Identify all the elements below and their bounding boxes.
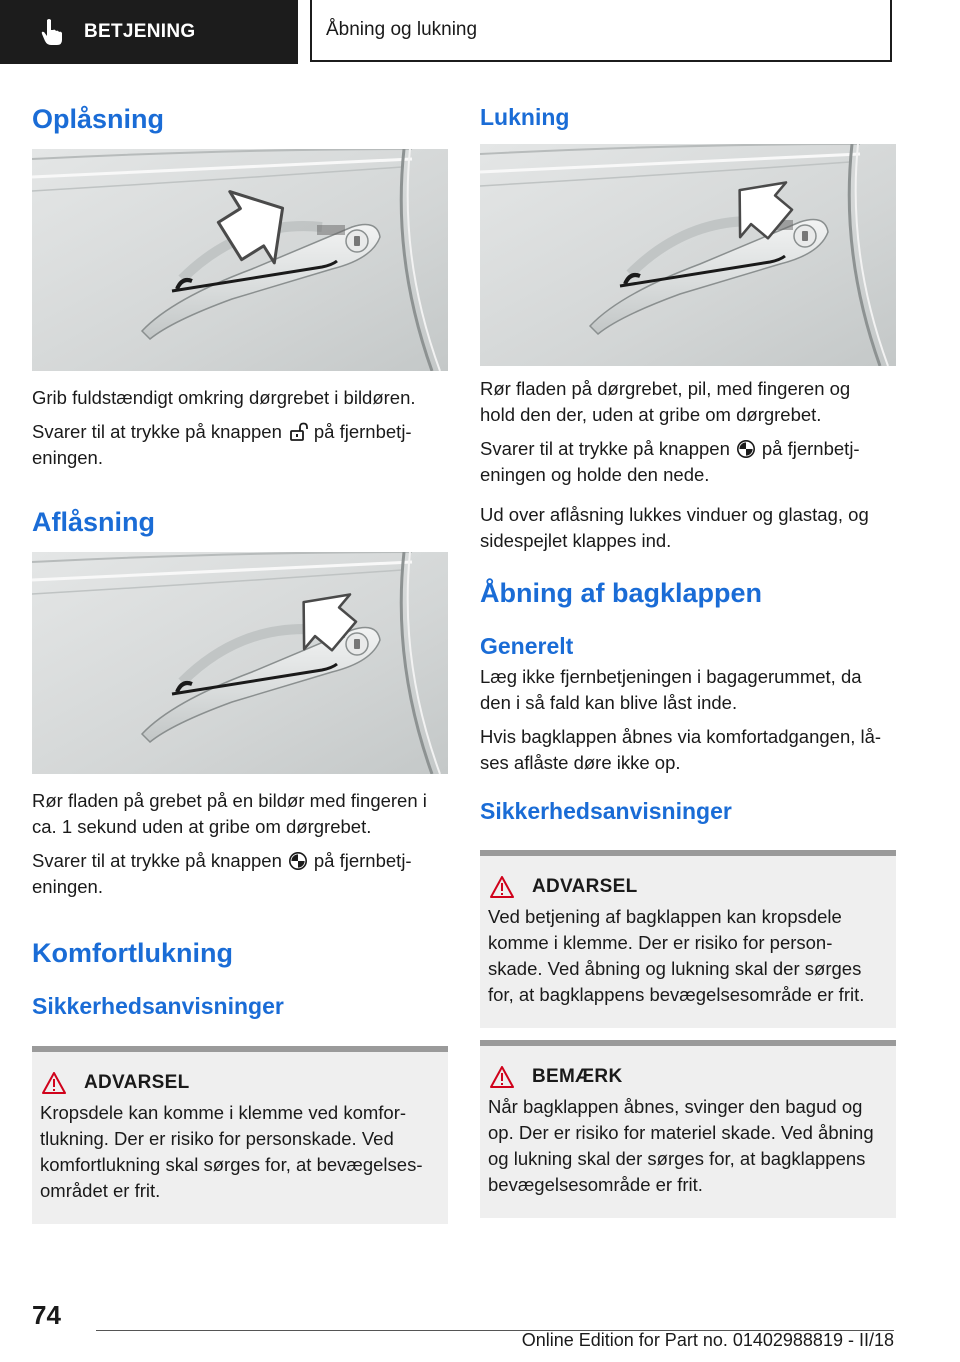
paragraph <box>480 724 896 776</box>
notice-box <box>480 1040 896 1218</box>
subheading-sikkerhedsanvisninger: Sikkerhedsanvisninger <box>480 797 732 824</box>
warning-text <box>40 1100 440 1204</box>
text-span: hold den der, uden at gribe om dørgrebet. <box>480 404 822 426</box>
text-span: Rør fladen på grebet på en bildør med fingeren i <box>32 790 427 812</box>
text-span: Hvis bagklappen åbnes via komfortadgangen, lå‐ <box>480 725 882 747</box>
text-line: Når bagklappen åbnes, svinger den bagud og <box>488 1096 863 1118</box>
text-span: den i så fald kan blive låst inde. <box>480 691 738 713</box>
text-span: eningen og holde den nede. <box>480 464 710 486</box>
text-line: op. Der er risiko for materiel skade. Ved åbning <box>488 1122 874 1144</box>
text-span: sidespejlet klappes ind. <box>480 530 672 552</box>
section-title: BETJENING <box>84 21 196 42</box>
heading-aflaasning: Aflåsning <box>32 507 156 538</box>
paragraph <box>480 664 896 716</box>
text-line: bevægelsesområde er frit. <box>488 1174 703 1196</box>
warning-label: ADVARSEL <box>84 1071 190 1093</box>
paragraph <box>32 848 448 900</box>
warning-label: ADVARSEL <box>532 876 638 898</box>
hand-pointer-icon <box>40 18 64 46</box>
heading-oplaasning: Oplåsning <box>32 104 165 134</box>
page-header <box>0 0 960 66</box>
text-line: Ved betjening af bagklappen kan kropsdele <box>488 906 842 928</box>
text-line: komfortlukning skal sørges for, at bevægelses‐ <box>40 1153 423 1175</box>
text-line: og lukning skal der sørges for, at bagklappens <box>488 1148 866 1170</box>
paragraph <box>480 502 896 554</box>
text-line: komme i klemme. Der er risiko for person‐ <box>488 932 833 954</box>
warning-header <box>40 1072 440 1094</box>
warning-triangle-icon <box>490 1066 514 1088</box>
chapter-title: Åbning og lukning <box>326 19 478 40</box>
text-line: området er frit. <box>40 1179 161 1201</box>
footer-edition: Online Edition for Part no. 01402988819 - II/18 <box>521 1330 894 1350</box>
paragraph <box>32 788 448 840</box>
warning-box <box>480 850 896 1028</box>
paragraph <box>480 436 896 488</box>
bmw-lock-icon <box>736 439 756 459</box>
text-line: tlukning. Der er risiko for personskade. Ved <box>40 1127 394 1149</box>
text-span: på fjernbetj‐ <box>761 438 860 460</box>
notice-header <box>488 1066 888 1088</box>
text-span: Ud over aflåsning lukkes vinduer og glastag, og <box>480 504 869 526</box>
door-handle-close-illustration <box>480 144 896 366</box>
text-line: for, at bagklappens bevægelsesområde er frit. <box>488 984 865 1006</box>
paragraph <box>480 376 896 428</box>
text-line: skade. Ved åbning og lukning skal der sørges <box>488 958 862 980</box>
right-column <box>480 90 896 1218</box>
page-number: 74 <box>32 1300 61 1330</box>
bmw-lock-icon <box>288 851 308 871</box>
door-handle-lock-illustration <box>32 552 448 774</box>
notice-label: BEMÆRK <box>532 1066 623 1088</box>
warning-box <box>32 1046 448 1224</box>
unlock-icon <box>288 422 308 442</box>
text-span: ca. 1 sekund uden at gribe om dørgrebet. <box>32 816 372 838</box>
text-span: Læg ikke fjernbetjeningen i bagagerummet, da <box>480 665 862 687</box>
text-span: ses aflåste døre ikke op. <box>480 751 681 773</box>
notice-text <box>488 1094 888 1198</box>
text-span: Svarer til at trykke på knappen <box>480 438 730 460</box>
text-span: Svarer til at trykke på knappen <box>32 850 282 872</box>
chapter-tab <box>310 0 892 62</box>
heading-komfortlukning: Komfortlukning <box>32 938 233 969</box>
text-span: Rør fladen på dørgrebet, pil, med fingeren og <box>480 378 851 400</box>
paragraph <box>32 419 448 471</box>
subheading-sikkerhedsanvisninger: Sikkerhedsanvisninger <box>32 993 284 1020</box>
warning-header <box>488 876 888 898</box>
warning-text <box>488 904 888 1008</box>
section-tab <box>0 0 298 64</box>
left-column <box>32 90 448 1224</box>
heading-lukning: Lukning <box>480 104 570 130</box>
warning-triangle-icon <box>42 1072 66 1094</box>
heading-bagklappen: Åbning af bagklappen <box>480 578 763 609</box>
text-span: på fjernbetj‐ <box>313 850 412 872</box>
subheading-generelt: Generelt <box>480 633 574 660</box>
text-span: på fjernbetj‐ <box>313 421 412 443</box>
warning-triangle-icon <box>490 876 514 898</box>
text-span: Svarer til at trykke på knappen <box>32 421 282 443</box>
text-span: eningen. <box>32 876 103 898</box>
paragraph: Grib fuldstændigt omkring dørgrebet i bildøren. <box>32 387 416 409</box>
text-span: eningen. <box>32 447 103 469</box>
door-handle-unlock-illustration <box>32 149 448 371</box>
text-line: Kropsdele kan komme i klemme ved komfor‐ <box>40 1101 407 1123</box>
